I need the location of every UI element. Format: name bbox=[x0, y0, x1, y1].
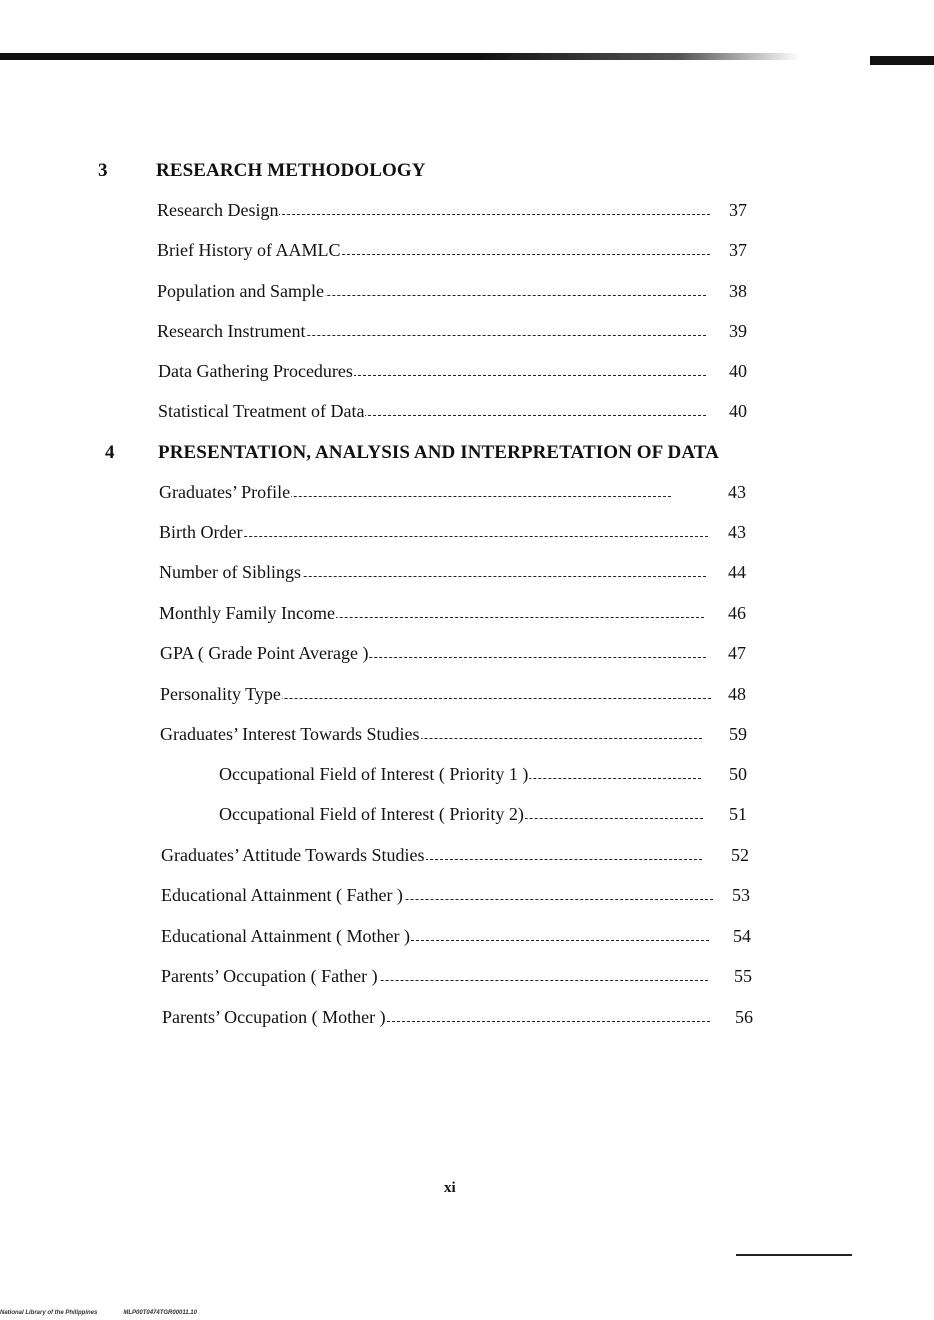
toc-entry[interactable] bbox=[159, 562, 749, 586]
toc-entry[interactable] bbox=[160, 684, 750, 708]
scan-edge-mark bbox=[870, 56, 934, 65]
toc-entry[interactable] bbox=[219, 764, 749, 788]
toc-entry[interactable] bbox=[157, 200, 747, 224]
toc-entry-page: 54 bbox=[733, 926, 751, 946]
toc-entry-page: 39 bbox=[729, 321, 747, 341]
toc-entry[interactable] bbox=[159, 603, 749, 627]
toc-entry-label: Educational Attainment ( Mother ) bbox=[161, 926, 410, 946]
toc-entry[interactable] bbox=[157, 240, 747, 264]
toc-entry-page: 44 bbox=[728, 562, 746, 582]
toc-entry-page: 48 bbox=[728, 684, 746, 704]
toc-entry-label: Research Design bbox=[157, 200, 279, 220]
toc-entry-label: Number of Siblings bbox=[159, 562, 301, 582]
toc-entry-label: Parents’ Occupation ( Mother ) bbox=[162, 1007, 386, 1027]
toc-entry-label: Parents’ Occupation ( Father ) bbox=[161, 966, 378, 986]
toc-entry-label: Statistical Treatment of Data bbox=[158, 401, 365, 421]
toc-entry-page: 40 bbox=[729, 401, 747, 421]
toc-entry-label: Graduates’ Profile bbox=[159, 482, 291, 502]
toc-entry-page: 52 bbox=[731, 845, 749, 865]
chapter-title: RESEARCH METHODOLOGY bbox=[156, 160, 426, 181]
toc-entry-page: 56 bbox=[735, 1007, 753, 1027]
toc-entry-label: Graduates’ Attitude Towards Studies bbox=[161, 845, 425, 865]
toc-entry[interactable] bbox=[158, 361, 748, 385]
chapter-number: 4 bbox=[105, 442, 115, 463]
chapter-number: 3 bbox=[98, 160, 108, 181]
toc-entry-label: Occupational Field of Interest ( Priority 1 ) bbox=[219, 764, 529, 784]
toc-entry-label: Brief History of AAMLC bbox=[157, 240, 341, 260]
toc-entry-page: 51 bbox=[729, 804, 747, 824]
toc-entry-page: 46 bbox=[728, 603, 746, 623]
toc-entry-page: 50 bbox=[729, 764, 747, 784]
toc-entry-label: Occupational Field of Interest ( Priority 2) bbox=[219, 804, 524, 824]
toc-entry-page: 40 bbox=[729, 361, 747, 381]
toc-entry[interactable] bbox=[160, 724, 750, 748]
toc-entry-label: Birth Order bbox=[159, 522, 243, 542]
toc-entry[interactable] bbox=[161, 885, 751, 909]
footer-library: National Library of the Philippines bbox=[0, 1310, 98, 1316]
page-number: xi bbox=[444, 1180, 456, 1196]
toc-entry[interactable] bbox=[159, 482, 749, 506]
toc-entry-label: Educational Attainment ( Father ) bbox=[161, 885, 403, 905]
toc-entry-page: 37 bbox=[729, 240, 747, 260]
toc-entry-page: 43 bbox=[728, 482, 746, 502]
toc-entry-label: Monthly Family Income bbox=[159, 603, 335, 623]
toc-entry[interactable] bbox=[157, 281, 747, 305]
toc-entry[interactable] bbox=[159, 522, 749, 546]
toc-entry-label: GPA ( Grade Point Average ) bbox=[160, 643, 369, 663]
scan-edge-bar bbox=[0, 53, 800, 60]
toc-entry[interactable] bbox=[161, 926, 751, 950]
toc-entry[interactable] bbox=[158, 401, 748, 425]
toc-entry-page: 55 bbox=[734, 966, 752, 986]
toc-entry-page: 38 bbox=[729, 281, 747, 301]
toc-entry-page: 53 bbox=[732, 885, 750, 905]
toc-entry[interactable] bbox=[157, 321, 747, 345]
toc-entry-page: 47 bbox=[728, 643, 746, 663]
toc-entry-label: Graduates’ Interest Towards Studies bbox=[160, 724, 420, 744]
toc-entry-page: 37 bbox=[729, 200, 747, 220]
toc-entry[interactable] bbox=[162, 1007, 752, 1031]
toc-entry-label: Population and Sample bbox=[157, 281, 324, 301]
toc-entry-label: Research Instrument bbox=[157, 321, 306, 341]
toc-entry[interactable] bbox=[161, 845, 751, 869]
footer-rule bbox=[736, 1254, 852, 1256]
footer-credit bbox=[0, 1310, 197, 1316]
toc-entry[interactable] bbox=[160, 643, 750, 667]
toc-entry-label: Data Gathering Procedures bbox=[158, 361, 353, 381]
toc-entry-label: Personality Type bbox=[160, 684, 281, 704]
toc-entry[interactable] bbox=[161, 966, 751, 990]
toc-entry-page: 43 bbox=[728, 522, 746, 542]
toc-entry-page: 59 bbox=[729, 724, 747, 744]
footer-code: MLP00T0474TGR00011.10 bbox=[123, 1310, 197, 1316]
chapter-title: PRESENTATION, ANALYSIS AND INTERPRETATION OF DATA bbox=[158, 442, 719, 463]
toc-entry[interactable] bbox=[219, 804, 749, 828]
